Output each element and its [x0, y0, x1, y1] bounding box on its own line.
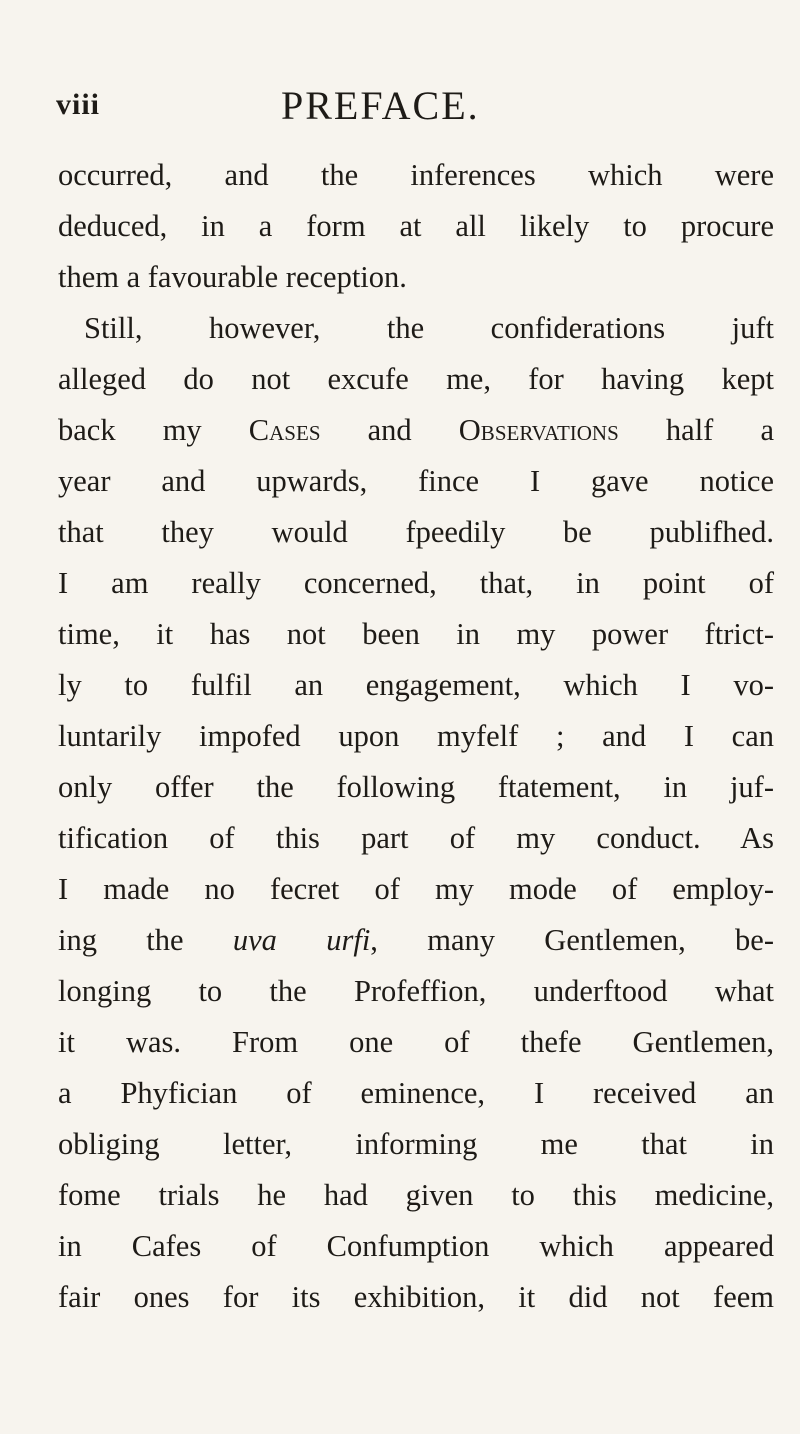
text-line: that they would fpeedily be publifhed. [58, 515, 774, 549]
running-head [56, 83, 776, 138]
text-line: a Phyfician of eminence, I received an [58, 1076, 774, 1110]
text-fragment: half a [618, 413, 774, 447]
text-line: year and upwards, fince I gave notice [58, 464, 774, 498]
text-fragment: and [320, 413, 459, 447]
text-line: fome trials he had given to this medicine, [58, 1178, 774, 1212]
text-line: obliging letter, informing me that in [58, 1127, 774, 1161]
text-line: tification of this part of my conduct. As [58, 821, 774, 855]
text-line: time, it has not been in my power ftrict- [58, 617, 774, 651]
small-caps-cases: Cases [248, 413, 321, 447]
text-line: only offer the following ftatement, in juf- [58, 770, 774, 804]
text-fragment: , many Gentlemen, be- [370, 923, 774, 957]
text-line: in Cafes of Confumption which appeared [58, 1229, 774, 1263]
body-text [58, 150, 774, 1323]
text-line: ly to fulfil an engagement, which I vo- [58, 668, 774, 702]
paragraph-start-line: Still, however, the confiderations juft [84, 311, 774, 345]
text-line: them a favourable reception. [58, 260, 407, 294]
small-caps-observations: Observations [458, 413, 619, 447]
text-line [58, 915, 774, 966]
italic-uva-urfi: uva urfi [232, 923, 371, 957]
text-line: occurred, and the inferences which were [58, 158, 774, 192]
text-line: luntarily impofed upon myfelf ; and I can [58, 719, 774, 753]
page-number: viii [56, 88, 101, 121]
text-line: it was. From one of thefe Gentlemen, [58, 1025, 774, 1059]
text-line: alleged do not excufe me, for having kept [58, 362, 774, 396]
text-fragment: back my [58, 413, 249, 447]
text-line: longing to the Profeffion, underftood what [58, 974, 774, 1008]
text-line: deduced, in a form at all likely to procure [58, 209, 774, 243]
text-line: I made no fecret of my mode of employ- [58, 872, 774, 906]
text-line: I am really concerned, that, in point of [58, 566, 774, 600]
text-line [58, 405, 774, 456]
running-title: PREFACE. [281, 83, 480, 128]
text-line: fair ones for its exhibition, it did not feem [58, 1280, 774, 1314]
text-fragment: ing the [58, 923, 233, 957]
